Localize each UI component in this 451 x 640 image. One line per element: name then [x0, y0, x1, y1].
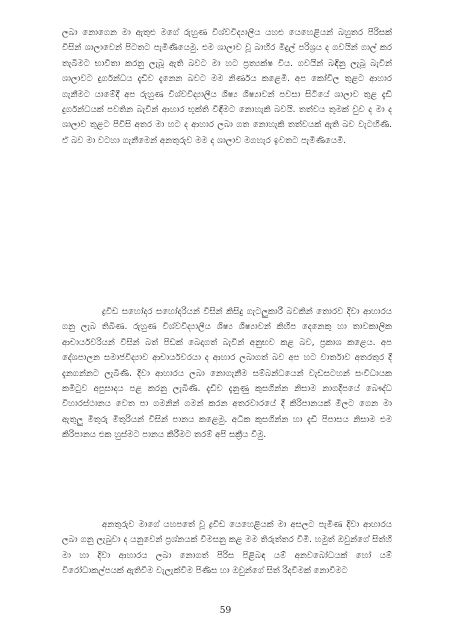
body-paragraph-1: ලබා නොගෙන මා ඇතුළු මගේ රුහුණ විශ්වවිද්‍යාලීය යහළු යෙහෙළියන් බහුතර පිරිසක් විසින් ශාලාවෙන් පිටතට පැමිණියෙමු. එම ශාලාව වූ බාහිර මිදුල් පරිශ්‍රය ද ගවයින් ගාල් කර තැබීමට භාවිතා කරනු ලැබූ ඇති බවට මා හට ප්‍රත්‍යක්ෂ විය. ගවයින් බඳිනු ලැබූ බැවින් ශාලාවට දුර්ගන්ධය දැඩිව දැනෙන බවට මම නිර්ණය කළෙමි. අප කෝවිල තුළට ආහාර ගැනීමට යාමේදී අප රුහුණ විශ්වවිද්‍යාලීය ශිෂ්‍ය ශිෂ්‍යාවන් පවසා සිටියේ ශාලාව තුළ දැඩි දුර්ගන්ධයක් පවතින බැවින් ආහාර භුක්ති විඳීමට නොහැකි බවයි. තත්වය තුමක් වුව ද මා ද ශාලාව තුළට පිවිසි අතර මා හට ද ආහාර ලබා ගත නොහැකි තත්වයක් ඇති බව වැටහිණි. ඒ බව මා වටහා ගැනීමෙන් අනතුරුව මම ද ශාලාව මගහැර ඉවතට පැමිණියෙමි.: [62, 28, 392, 146]
body-paragraph-3: අනතුරුව මාගේ යහපතේ වූ ද්‍රවිඩ යෙහෙළියක් මා අසලට පැමිණ දිවා ආහාරය ලබා ගනු ලැබුවා ද යනුවෙන් ප්‍රශ්නයක් විමසනු කළ මම තිරුත්තර වීමි. හමුත් ඔවුන්ගේ සිත්හි මා හා දිවා ආහාරය ලබා නොගත් පිරිස පිළිබඳ යම් අනවබෝධයක් හෝ යම් විරෝධාකල්පයක් ඇතිවීම වැලැක්වීම පිණිස හා ඔවුන්ගේ සිත් රිදවීමක් නොවීමට: [62, 520, 392, 577]
body-paragraph-2: ද්‍රවිඩ සහෝදර සහෝදරියන් විසින් කිසිදු ගැටලුකාරී බවකින් තොරව දිවා ආහාරය ගනු ලැබ තිබිණ. රුහුණ විශ්වවිද්‍යාලීය ශිෂ්‍ය ශිෂ්‍යාවන් කිහිප දෙනෙකු හා තාවකාලික ආචාර්යවරියන් විසින් බත් පිඩක් බෙදාගත් බැවින් අනුභව කළ බව, ප්‍රකාශ කළෙය. අප දේශපාලන සමාජවිද්‍යාව ආචාර්යවරයා ද ආහාර ලබාගත් බව අප හට වාර්තාව අතරතුර දී දැනගන්නට ලැබිණි. දිවා ආහාරය ලබා නොගැනීම සම්බන්ධයෙන් වැඩසටහන් සංවිධායක කමිටුව අපුසාදය පළ කරනු ලැබිණි. දැඩිව දැනුණු කුසගින්න නිසාම නාගදීපයේ බෞද්ධ විහාරස්ථානය වෙත පා ගමනින් ගමන් කරන අතරවාරයේ දී කිරිපානයක් මිලට ගෙන මා ඇතුලු මිතුරු මිතුරියන් විසින් පානය කළෙමු. අධික කුසගින්න හා දැඩි පිපාසය නිසාම එම කිරිපානය එක හුස්මට පානය කිරීමට තරම් අපි සක්‍රීය වීමු.: [62, 307, 392, 441]
page-number: 59: [219, 606, 232, 616]
